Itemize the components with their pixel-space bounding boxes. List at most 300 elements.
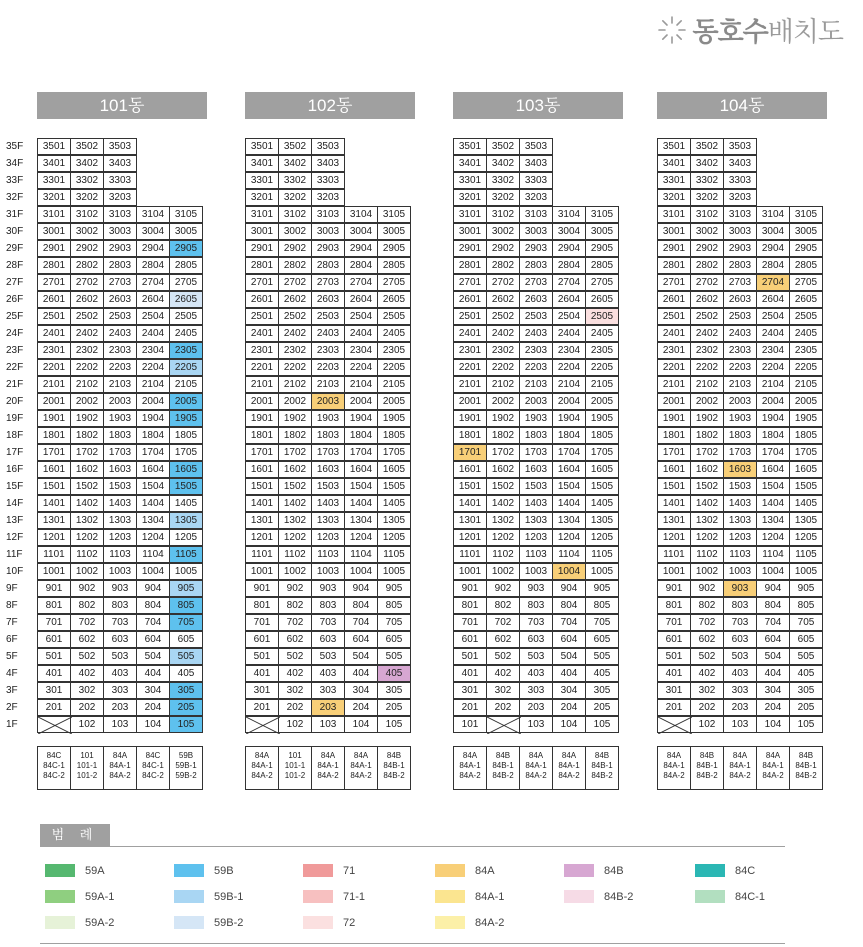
unit-cell: 2401: [657, 325, 691, 342]
unit-grid: [37, 138, 202, 733]
floor-row: [245, 223, 410, 240]
unit-cell: 1702: [486, 444, 520, 461]
legend-swatch: [435, 916, 465, 929]
floor-row: [245, 240, 410, 257]
floor-row: [245, 274, 410, 291]
unit-cell: 2902: [278, 240, 312, 257]
unit-cell: 1201: [453, 529, 487, 546]
unit-cell: 2101: [37, 376, 71, 393]
floor-row: [453, 223, 618, 240]
unit-cell: 1802: [70, 427, 104, 444]
legend-item: [435, 864, 495, 877]
unit-cell: 2505: [585, 308, 619, 325]
unit-cell: 1602: [486, 461, 520, 478]
floor-label: 15F: [6, 481, 24, 492]
unit-cell: 1401: [453, 495, 487, 512]
unit-cell: 805: [169, 597, 203, 614]
unit-cell: 2803: [103, 257, 137, 274]
unit-cell: 2304: [136, 342, 170, 359]
unit-cell: 905: [789, 580, 823, 597]
legend-swatch: [174, 916, 204, 929]
title-bold: 동호수: [692, 17, 768, 47]
unit-cell: 304: [552, 682, 586, 699]
unit-cell: 602: [70, 631, 104, 648]
unit-cell: 2805: [789, 257, 823, 274]
unit-cell: 3401: [245, 155, 279, 172]
unit-cell: 203: [103, 699, 137, 716]
unit-cell: 2604: [756, 291, 790, 308]
unit-cell: 2104: [552, 376, 586, 393]
unit-cell: 1403: [723, 495, 757, 512]
floor-row: [657, 529, 822, 546]
floor-row: [37, 529, 202, 546]
unit-cell: 701: [245, 614, 279, 631]
unit-cell: 701: [37, 614, 71, 631]
unit-cell: 2105: [377, 376, 411, 393]
empty-slot: [756, 138, 790, 155]
unit-type-cell: 84A 84A-1 84A-2: [657, 746, 691, 790]
empty-slot: [377, 138, 411, 155]
unit-cell: 402: [486, 665, 520, 682]
unit-cell: 3201: [37, 189, 71, 206]
floor-row: [245, 376, 410, 393]
unit-cell: 504: [756, 648, 790, 665]
unit-cell: 1104: [344, 546, 378, 563]
unit-cell: 2803: [519, 257, 553, 274]
unit-cell: 3103: [519, 206, 553, 223]
unit-cell: 3005: [789, 223, 823, 240]
unit-cell: 2003: [103, 393, 137, 410]
unit-cell: 2205: [585, 359, 619, 376]
unit-cell: 1303: [723, 512, 757, 529]
unit-cell: 2505: [169, 308, 203, 325]
unit-cell: 602: [278, 631, 312, 648]
floor-label: 1F: [6, 719, 18, 730]
unit-cell: 3101: [657, 206, 691, 223]
floor-label: 33F: [6, 175, 24, 186]
empty-slot: [344, 189, 378, 206]
unit-cell: 2604: [344, 291, 378, 308]
floor-row: [245, 597, 410, 614]
unit-cell: 702: [70, 614, 104, 631]
floor-row: [453, 359, 618, 376]
unit-cell: 1803: [311, 427, 345, 444]
unit-cell: 2301: [657, 342, 691, 359]
unit-cell: 3402: [486, 155, 520, 172]
unit-cell: 1905: [169, 410, 203, 427]
unit-cell: 1001: [453, 563, 487, 580]
unit-cell: 2703: [103, 274, 137, 291]
unit-cell: 2005: [377, 393, 411, 410]
unit-cell: 2003: [311, 393, 345, 410]
legend-item: [45, 916, 114, 929]
floor-label: 5F: [6, 651, 18, 662]
unit-cell: 1102: [486, 546, 520, 563]
floor-row: [657, 410, 822, 427]
unit-cell: 3101: [245, 206, 279, 223]
unit-cell: 1103: [311, 546, 345, 563]
unit-cell: 1102: [70, 546, 104, 563]
unit-cell: 1102: [278, 546, 312, 563]
unit-cell: 1205: [169, 529, 203, 546]
unit-cell: 503: [103, 648, 137, 665]
legend-label: 71-1: [343, 890, 366, 903]
unit-cell: 3302: [690, 172, 724, 189]
unit-cell: 3401: [657, 155, 691, 172]
unit-cell: 504: [552, 648, 586, 665]
unit-cell: 2304: [344, 342, 378, 359]
unit-cell: 602: [486, 631, 520, 648]
floor-row: [37, 308, 202, 325]
unit-cell: 1401: [37, 495, 71, 512]
unit-cell: 903: [723, 580, 757, 597]
unit-cell: 2603: [519, 291, 553, 308]
unit-cell: 1002: [278, 563, 312, 580]
unit-cell: 3001: [245, 223, 279, 240]
unit-cell: 1304: [756, 512, 790, 529]
legend-item: [174, 916, 243, 929]
unit-cell: 1103: [519, 546, 553, 563]
unit-cell: 2302: [278, 342, 312, 359]
unit-cell: 405: [789, 665, 823, 682]
unit-cell: 2001: [37, 393, 71, 410]
unit-cell: 1104: [136, 546, 170, 563]
unit-cell: 205: [169, 699, 203, 716]
empty-slot: [552, 172, 586, 189]
legend-item: [45, 890, 114, 903]
unit-type-row: [657, 746, 822, 790]
floor-row: [37, 478, 202, 495]
unit-cell: 3003: [103, 223, 137, 240]
unit-cell: 1804: [756, 427, 790, 444]
unit-cell: 1205: [585, 529, 619, 546]
floor-row: [657, 189, 822, 206]
unit-cell: 2104: [756, 376, 790, 393]
floor-label: 13F: [6, 515, 24, 526]
unit-cell: 2402: [278, 325, 312, 342]
unit-cell: 1101: [37, 546, 71, 563]
legend-swatch: [303, 890, 333, 903]
floor-row: [657, 172, 822, 189]
empty-slot: [377, 155, 411, 172]
unit-cell: 3003: [723, 223, 757, 240]
unit-cell: 2801: [657, 257, 691, 274]
unit-cell: 704: [552, 614, 586, 631]
unit-cell: 2302: [70, 342, 104, 359]
floor-label: 34F: [6, 158, 24, 169]
unit-cell: 1203: [723, 529, 757, 546]
unit-cell: 802: [486, 597, 520, 614]
floor-row: [453, 546, 618, 563]
unit-cell: 3402: [70, 155, 104, 172]
unit-cell: 2701: [657, 274, 691, 291]
unit-cell: 2504: [344, 308, 378, 325]
legend-swatch: [564, 864, 594, 877]
unit-cell: 1204: [756, 529, 790, 546]
unit-cell: 3302: [70, 172, 104, 189]
unit-type-cell: 84A 84A-1 84A-2: [756, 746, 790, 790]
unit-cell: 1705: [789, 444, 823, 461]
unit-cell: 2201: [657, 359, 691, 376]
unit-cell: 2502: [278, 308, 312, 325]
unit-cell: 902: [690, 580, 724, 597]
floor-row: [245, 495, 410, 512]
empty-slot: [344, 155, 378, 172]
pilotis-cell: [37, 716, 71, 733]
unit-cell: 2001: [245, 393, 279, 410]
unit-cell: 1105: [377, 546, 411, 563]
unit-cell: 405: [169, 665, 203, 682]
floor-row: [245, 257, 410, 274]
unit-cell: 2901: [37, 240, 71, 257]
unit-cell: 2201: [453, 359, 487, 376]
unit-cell: 705: [377, 614, 411, 631]
floor-row: [245, 529, 410, 546]
unit-cell: 1701: [245, 444, 279, 461]
unit-cell: 1903: [311, 410, 345, 427]
unit-cell: 504: [344, 648, 378, 665]
floor-row: [657, 495, 822, 512]
unit-cell: 3004: [344, 223, 378, 240]
floor-row: [245, 682, 410, 699]
unit-cell: 1404: [344, 495, 378, 512]
unit-cell: 3201: [657, 189, 691, 206]
unit-cell: 1105: [585, 546, 619, 563]
unit-cell: 1003: [103, 563, 137, 580]
unit-cell: 403: [103, 665, 137, 682]
unit-cell: 3502: [278, 138, 312, 155]
floor-row: [453, 512, 618, 529]
unit-cell: 1604: [552, 461, 586, 478]
unit-cell: 2404: [756, 325, 790, 342]
legend-label: 84B-2: [604, 890, 634, 903]
unit-cell: 402: [690, 665, 724, 682]
unit-cell: 2005: [169, 393, 203, 410]
unit-cell: 1701: [657, 444, 691, 461]
unit-cell: 1005: [377, 563, 411, 580]
unit-cell: 404: [756, 665, 790, 682]
unit-cell: 1205: [377, 529, 411, 546]
empty-slot: [789, 138, 823, 155]
floor-row: [657, 665, 822, 682]
unit-type-cell: 84A 84A-1 84A-2: [552, 746, 586, 790]
unit-cell: 3103: [311, 206, 345, 223]
unit-cell: 1905: [585, 410, 619, 427]
unit-cell: 705: [169, 614, 203, 631]
floor-row: [453, 699, 618, 716]
unit-cell: 1801: [657, 427, 691, 444]
unit-cell: 502: [70, 648, 104, 665]
unit-cell: 2903: [311, 240, 345, 257]
unit-cell: 805: [585, 597, 619, 614]
unit-cell: 3004: [756, 223, 790, 240]
floor-row: [37, 461, 202, 478]
page-title: [657, 10, 844, 49]
unit-cell: 1702: [70, 444, 104, 461]
unit-cell: 1003: [519, 563, 553, 580]
unit-cell: 3001: [37, 223, 71, 240]
floor-label: 26F: [6, 294, 24, 305]
floor-row: [453, 206, 618, 223]
unit-cell: 2105: [789, 376, 823, 393]
unit-cell: 1904: [136, 410, 170, 427]
unit-cell: 3401: [453, 155, 487, 172]
unit-cell: 2302: [690, 342, 724, 359]
floor-row: [453, 376, 618, 393]
unit-cell: 502: [486, 648, 520, 665]
unit-cell: 2802: [486, 257, 520, 274]
unit-cell: 3301: [453, 172, 487, 189]
unit-cell: 704: [136, 614, 170, 631]
empty-slot: [169, 138, 203, 155]
empty-slot: [552, 189, 586, 206]
legend-item: [174, 864, 234, 877]
unit-cell: 1301: [37, 512, 71, 529]
unit-cell: 2702: [486, 274, 520, 291]
unit-cell: 1201: [245, 529, 279, 546]
unit-cell: 105: [377, 716, 411, 733]
legend-label: 84A: [475, 864, 495, 877]
unit-cell: 901: [657, 580, 691, 597]
unit-cell: 3203: [311, 189, 345, 206]
unit-cell: 204: [136, 699, 170, 716]
floor-label: 18F: [6, 430, 24, 441]
floor-label: 7F: [6, 617, 18, 628]
unit-type-cell: 84C 84C-1 84C-2: [136, 746, 170, 790]
unit-cell: 803: [103, 597, 137, 614]
floor-row: [245, 359, 410, 376]
unit-cell: 1401: [657, 495, 691, 512]
floor-row: [37, 444, 202, 461]
unit-cell: 3201: [453, 189, 487, 206]
unit-cell: 105: [585, 716, 619, 733]
unit-cell: 1105: [789, 546, 823, 563]
legend-label: 84B: [604, 864, 624, 877]
unit-cell: 1404: [552, 495, 586, 512]
unit-cell: 2504: [552, 308, 586, 325]
unit-cell: 3104: [552, 206, 586, 223]
unit-cell: 205: [377, 699, 411, 716]
unit-cell: 2501: [37, 308, 71, 325]
unit-cell: 302: [486, 682, 520, 699]
floor-label: 29F: [6, 243, 24, 254]
unit-cell: 305: [585, 682, 619, 699]
unit-cell: 305: [169, 682, 203, 699]
unit-cell: 1802: [486, 427, 520, 444]
unit-cell: 2305: [377, 342, 411, 359]
unit-cell: 1002: [70, 563, 104, 580]
unit-cell: 403: [723, 665, 757, 682]
unit-cell: 104: [552, 716, 586, 733]
floor-row: [453, 138, 618, 155]
unit-cell: 2902: [486, 240, 520, 257]
unit-cell: 501: [245, 648, 279, 665]
unit-cell: 2403: [723, 325, 757, 342]
unit-cell: 2404: [344, 325, 378, 342]
unit-cell: 102: [690, 716, 724, 733]
legend-swatch: [435, 864, 465, 877]
unit-cell: 3002: [690, 223, 724, 240]
floor-row: [37, 580, 202, 597]
unit-cell: 2305: [585, 342, 619, 359]
unit-cell: 3105: [377, 206, 411, 223]
floor-row: [245, 308, 410, 325]
unit-cell: 1703: [519, 444, 553, 461]
unit-cell: 605: [169, 631, 203, 648]
pilotis-cell: [486, 716, 520, 733]
unit-cell: 2904: [552, 240, 586, 257]
unit-cell: 1705: [585, 444, 619, 461]
unit-cell: 1005: [789, 563, 823, 580]
unit-cell: 1004: [344, 563, 378, 580]
unit-cell: 802: [278, 597, 312, 614]
unit-cell: 1503: [103, 478, 137, 495]
unit-cell: 401: [453, 665, 487, 682]
floor-label: 22F: [6, 362, 24, 373]
unit-cell: 3303: [723, 172, 757, 189]
floor-label: 21F: [6, 379, 24, 390]
unit-type-row: [37, 746, 202, 790]
unit-cell: 2503: [723, 308, 757, 325]
unit-cell: 501: [657, 648, 691, 665]
unit-cell: 603: [519, 631, 553, 648]
empty-slot: [585, 172, 619, 189]
floor-row: [453, 648, 618, 665]
floor-row: [37, 393, 202, 410]
unit-cell: 301: [657, 682, 691, 699]
unit-cell: 1403: [311, 495, 345, 512]
unit-cell: 805: [377, 597, 411, 614]
unit-cell: 2303: [723, 342, 757, 359]
unit-cell: 2504: [756, 308, 790, 325]
unit-cell: 401: [245, 665, 279, 682]
legend-swatch: [45, 890, 75, 903]
legend-label: 59A-2: [85, 916, 115, 929]
legend-item: [435, 916, 504, 929]
unit-cell: 2205: [789, 359, 823, 376]
unit-cell: 2305: [789, 342, 823, 359]
empty-slot: [344, 138, 378, 155]
unit-cell: 2103: [311, 376, 345, 393]
unit-type-cell: 84A 84A-1 84A-2: [453, 746, 487, 790]
unit-cell: 1503: [311, 478, 345, 495]
unit-cell: 2302: [486, 342, 520, 359]
unit-cell: 3102: [690, 206, 724, 223]
unit-cell: 1401: [245, 495, 279, 512]
unit-cell: 1302: [70, 512, 104, 529]
floor-row: [657, 342, 822, 359]
floor-label: 16F: [6, 464, 24, 475]
unit-cell: 205: [585, 699, 619, 716]
unit-cell: 303: [103, 682, 137, 699]
unit-cell: 2901: [453, 240, 487, 257]
unit-cell: 1304: [552, 512, 586, 529]
empty-slot: [585, 189, 619, 206]
unit-cell: 2402: [70, 325, 104, 342]
unit-cell: 1305: [169, 512, 203, 529]
unit-cell: 1405: [169, 495, 203, 512]
unit-cell: 604: [756, 631, 790, 648]
legend-swatch: [174, 864, 204, 877]
unit-cell: 204: [344, 699, 378, 716]
floor-row: [245, 410, 410, 427]
unit-cell: 3202: [690, 189, 724, 206]
floor-label: 19F: [6, 413, 24, 424]
unit-cell: 203: [723, 699, 757, 716]
unit-cell: 904: [136, 580, 170, 597]
unit-type-cell: 101 101-1 101-2: [70, 746, 104, 790]
unit-cell: 2201: [245, 359, 279, 376]
